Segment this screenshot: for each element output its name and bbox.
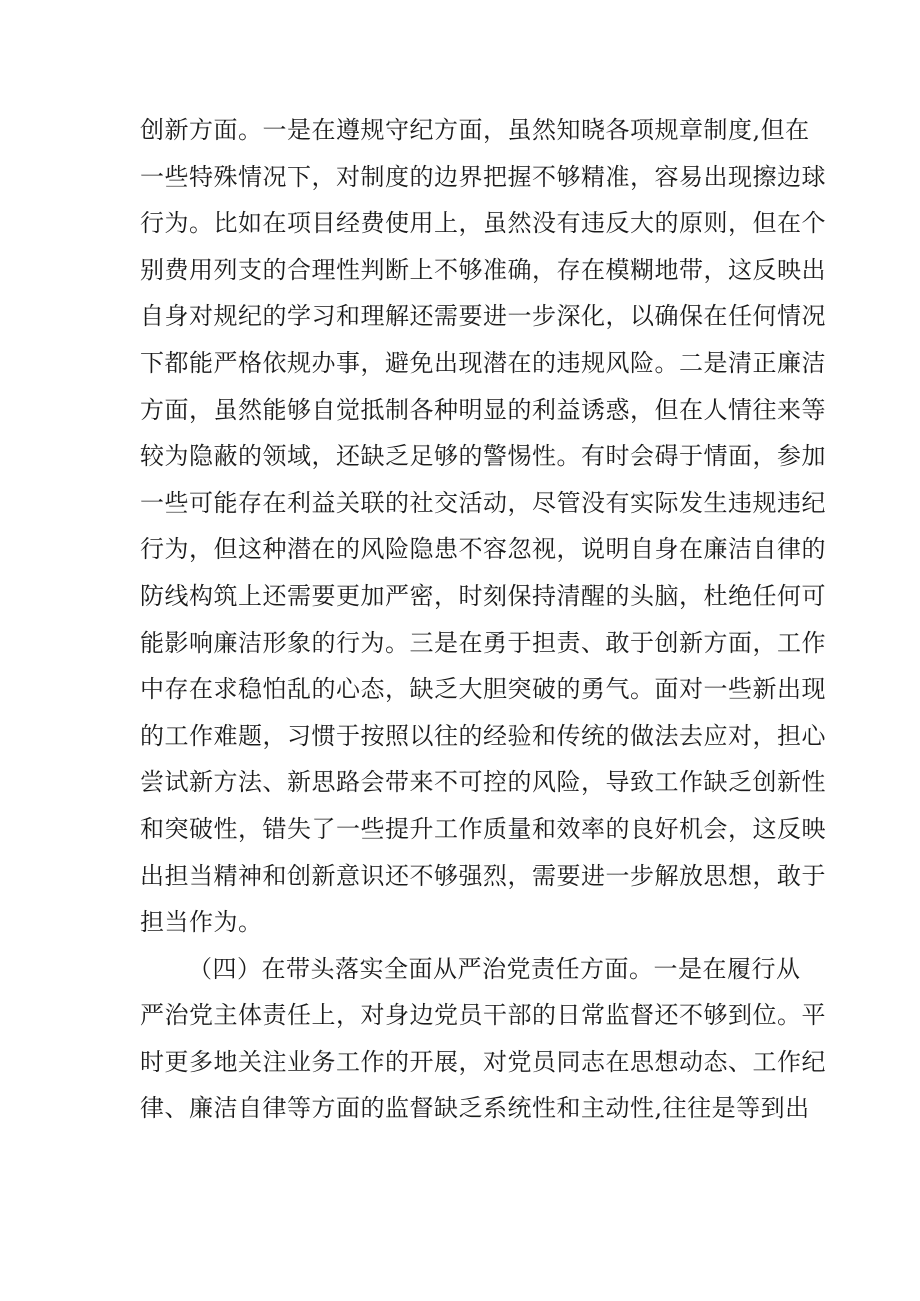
paragraph [140,107,826,946]
text-line: 出担当精神和创新意识还不够强烈，需要进一步解放思想，敢于 [140,861,826,890]
paragraph [140,946,826,1132]
text-line: 防线构筑上还需要更加严密，时刻保持清醒的头脑，杜绝任何可 [140,581,826,610]
text-line: 方面，虽然能够自觉抵制各种明显的利益诱惑，但在人情往来等 [140,395,826,424]
text-line: 尝试新方法、新思路会带来不可控的风险，导致工作缺乏创新性 [140,768,826,797]
document-body [140,107,826,1132]
text-line: 下都能严格依规办事，避免出现潜在的违规风险。二是清正廉洁 [140,348,826,377]
text-line: 行为。比如在项目经费使用上，虽然没有违反大的原则，但在个 [140,209,826,238]
text-line: 自身对规纪的学习和理解还需要进一步深化，以确保在任何情况 [140,302,826,331]
text-line: 中存在求稳怕乱的心态，缺乏大胆突破的勇气。面对一些新出现 [140,675,826,704]
text-line: 别费用列支的合理性判断上不够准确，存在模糊地带，这反映出 [140,255,826,284]
text-line: 能影响廉洁形象的行为。三是在勇于担责、敢于创新方面，工作 [140,628,826,657]
text-line: （四）在带头落实全面从严治党责任方面。一是在履行从 [188,954,801,983]
text-line: 时更多地关注业务工作的开展，对党员同志在思想动态、工作纪 [140,1047,826,1076]
text-line: 较为隐蔽的领域，还缺乏足够的警惕性。有时会碍于情面，参加 [140,442,826,471]
text-line: 担当作为。 [140,908,263,937]
text-line: 一些特殊情况下，对制度的边界把握不够精准，容易出现擦边球 [140,162,826,191]
text-line: 严治党主体责任上，对身边党员干部的日常监督还不够到位。平 [140,1001,826,1030]
text-line: 一些可能存在利益关联的社交活动，尽管没有实际发生违规违纪 [140,488,826,517]
text-line: 行为，但这种潜在的风险隐患不容忽视，说明自身在廉洁自律的 [140,535,826,564]
text-line: 的工作难题，习惯于按照以往的经验和传统的做法去应对，担心 [140,721,826,750]
text-line: 和突破性，错失了一些提升工作质量和效率的良好机会，这反映 [140,814,826,843]
text-line: 创新方面。一是在遵规守纪方面，虽然知晓各项规章制度,但在 [140,116,810,144]
text-line: 律、廉洁自律等方面的监督缺乏系统性和主动性,往往是等到出 [140,1094,810,1123]
